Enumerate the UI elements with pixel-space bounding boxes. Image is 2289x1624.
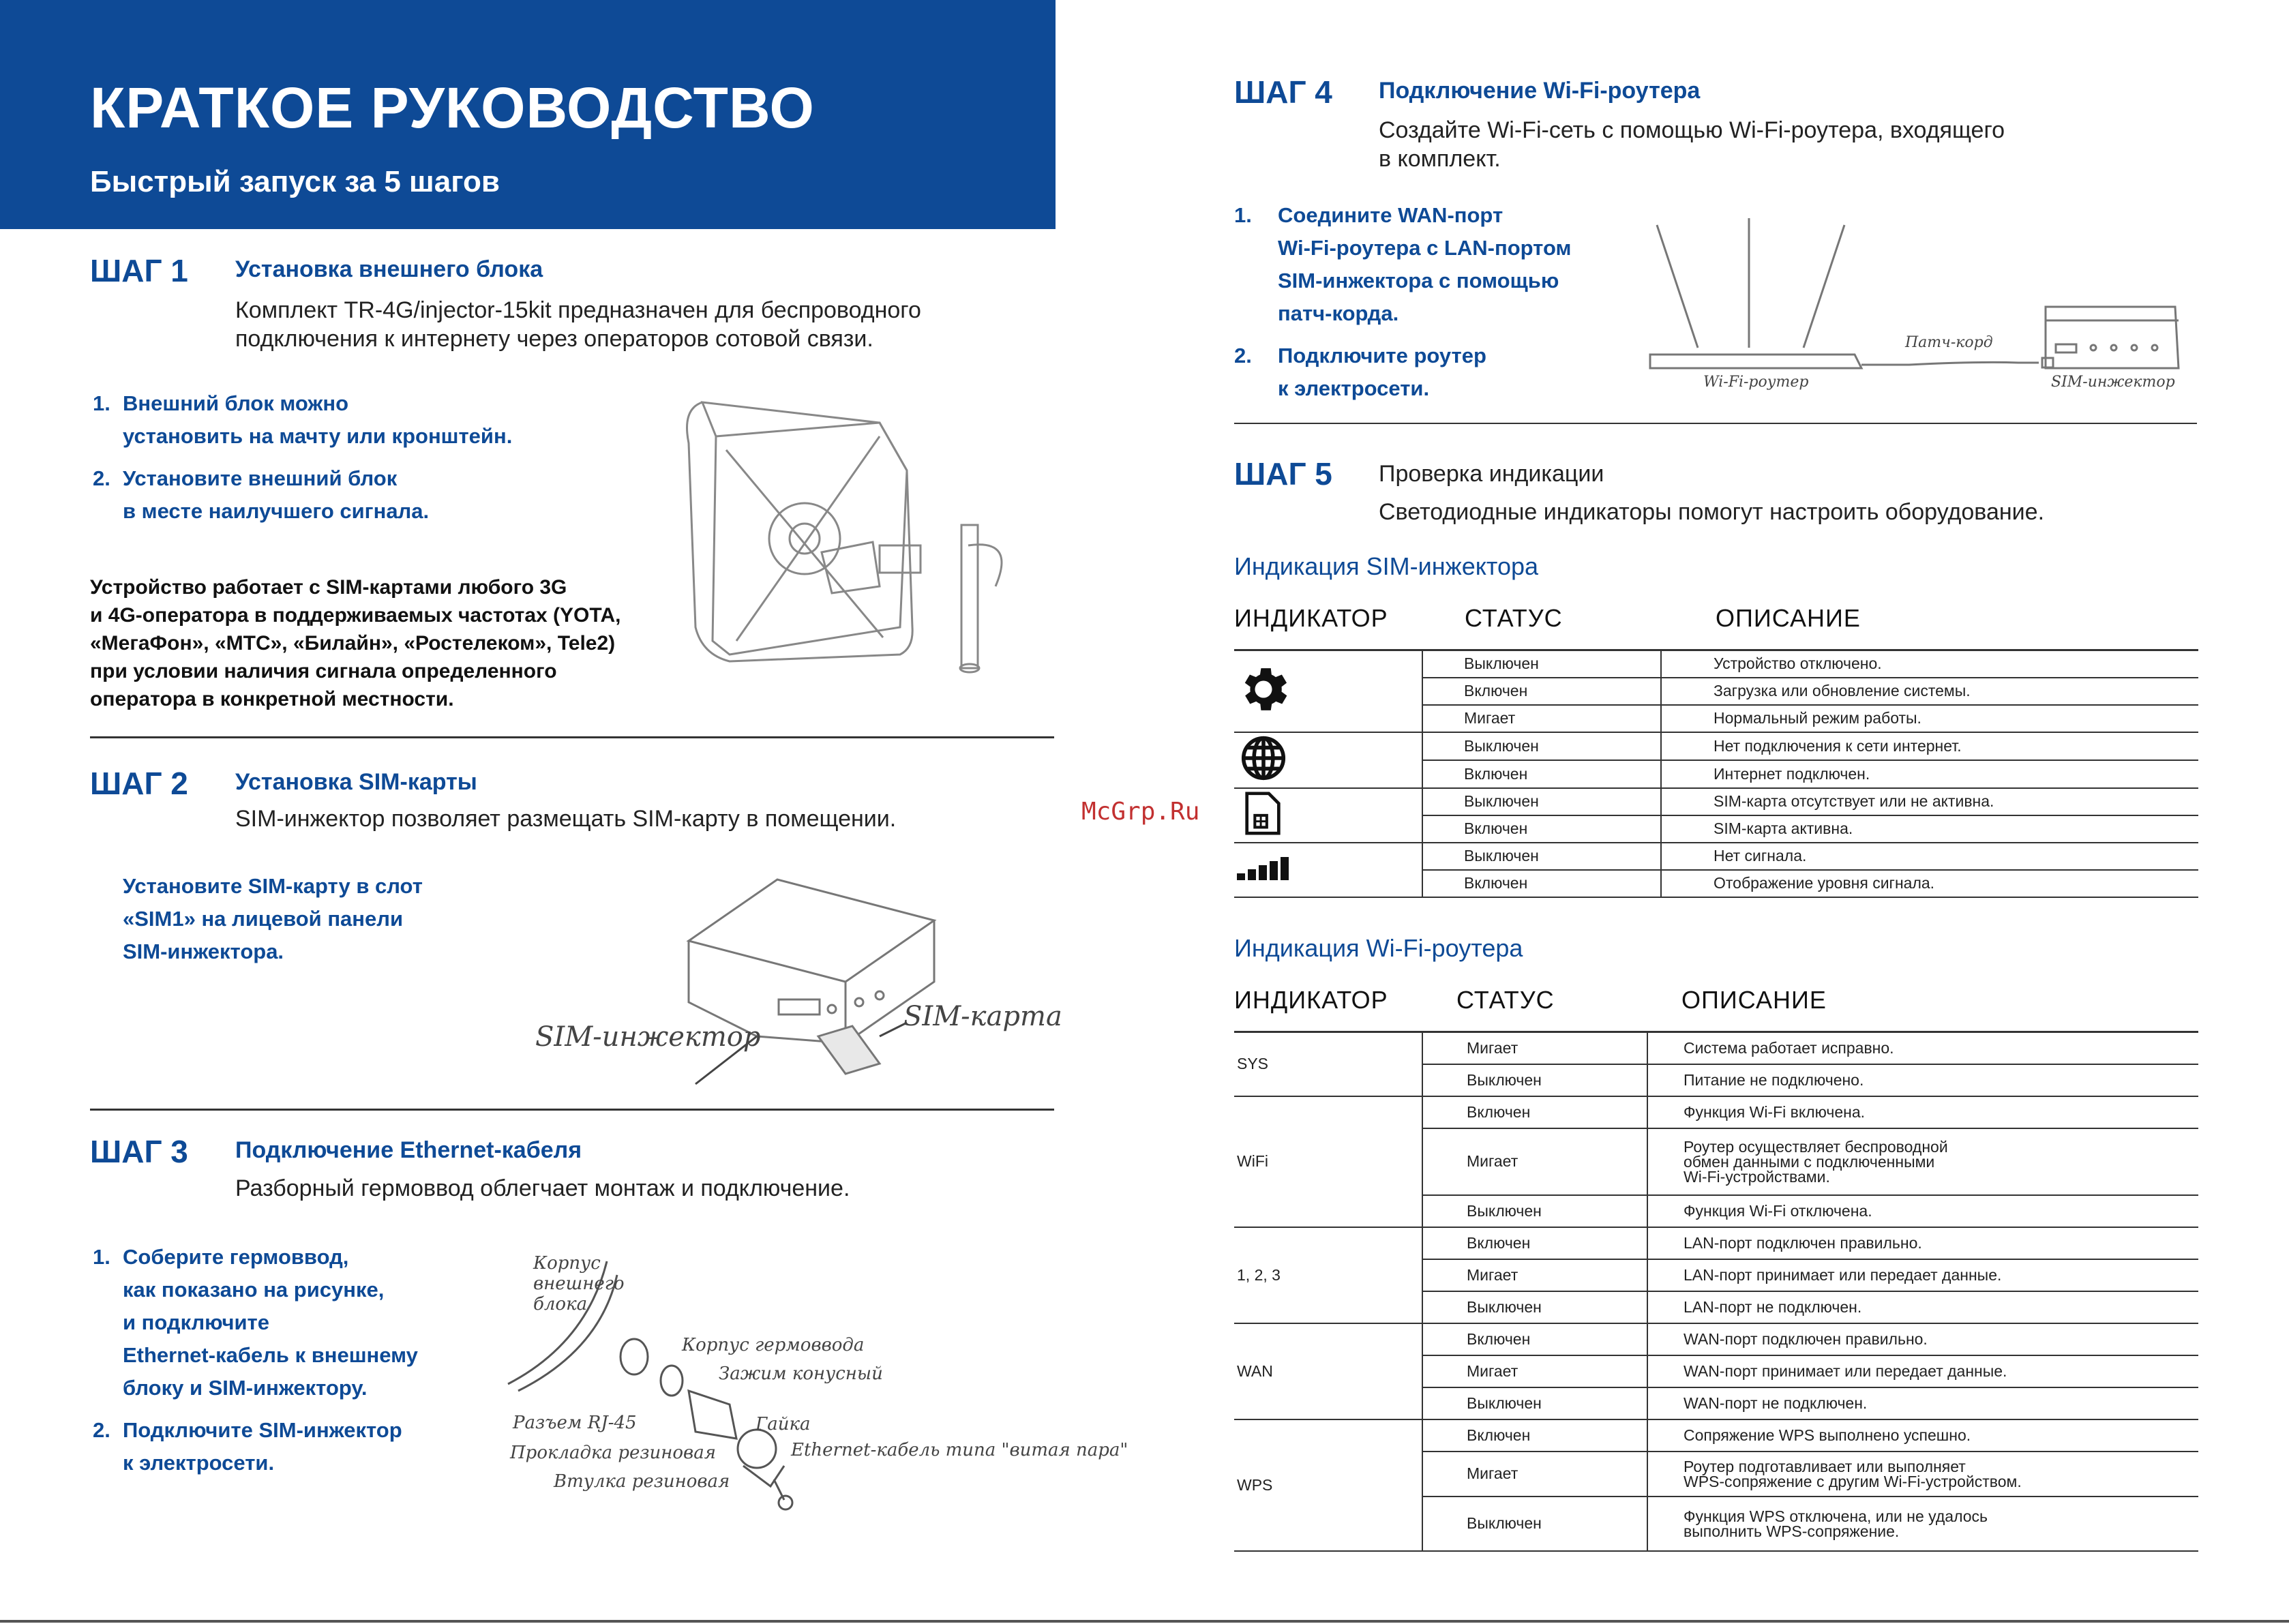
fig-label-gland: Корпус гермоввода [682, 1335, 865, 1355]
table-row: Выключен WAN-порт не подключен. [1234, 1387, 2198, 1419]
fig-label-patch: Патч-корд [1905, 334, 1993, 351]
table-row: Выключен Функция Wi-Fi отключена. [1234, 1195, 2198, 1227]
table-row: Мигает Роутер подготавливает или выполняет WPS-сопряжение с другим Wi-Fi-устройством. [1234, 1452, 2198, 1497]
globe-icon [1238, 733, 1289, 783]
table-row: Включен Загрузка или обновление системы. [1234, 678, 2198, 705]
step4-text: Создайте Wi-Fi-сеть с помощью Wi-Fi-роутера, входящего в комплект. [1379, 117, 2005, 172]
table-row: 1, 2, 3 Включен LAN-порт подключен правильно. [1234, 1227, 2198, 1259]
wifi-col-status: СТАТУС [1456, 986, 1555, 1014]
sim-injector-illustration [525, 866, 1057, 1098]
step1-text: Комплект TR-4G/injector-15kit предназначен для беспроводного подключения к интернету через операторов сотовой связи. [235, 297, 921, 352]
fig-label-housing: Корпус внешнего блока [533, 1253, 625, 1314]
fig-label-cable: Ethernet-кабель типа "витая пара" [791, 1440, 1128, 1460]
sim-indication-table [1234, 649, 2198, 898]
table-row: SYS Мигает Система работает исправно. [1234, 1032, 2198, 1064]
table-row: Выключен Функция WPS отключена, или не удалось выполнить WPS-сопряжение. [1234, 1497, 2198, 1551]
divider [90, 736, 1054, 738]
sim-col-status: СТАТУС [1465, 604, 1563, 632]
table-row: Мигает LAN-порт принимает или передает данные. [1234, 1259, 2198, 1291]
watermark: McGrp.Ru [1081, 798, 1200, 826]
list-item: 1. Соедините WAN-порт Wi-Fi-роутера с LAN-портом SIM-инжектора с помощью патч-корда. [1234, 203, 1572, 325]
table-row: Выключен Питание не подключено. [1234, 1064, 2198, 1096]
step1-note: Устройство работает с SIM-картами любого 3G и 4G-оператора в поддерживаемых частотах (YOTA, «МегаФон», «МТС», «Билайн», «Ростелеком», Tele2) при условии наличия сигнала определенного оператора в конкретной местности. [90, 576, 621, 710]
table-row: WPS Включен Сопряжение WPS выполнено успешно. [1234, 1419, 2198, 1452]
table-row: Выключен LAN-порт не подключен. [1234, 1291, 2198, 1323]
sim-card-icon [1242, 790, 1283, 837]
step1-list [93, 387, 652, 537]
list-item: 2. Установите внешний блок в месте наилучшего сигнала. [93, 466, 430, 523]
signal-indicator-cell [1234, 843, 1422, 897]
table-row: Мигает WAN-порт принимает или передает данные. [1234, 1355, 2198, 1387]
step3-text: Разборный гермоввод облегчает монтаж и подключение. [235, 1175, 850, 1201]
table-row: Выключен Нет подключения к сети интернет. [1234, 732, 2198, 760]
step5-text: Светодиодные индикаторы помогут настроить оборудование. [1379, 499, 2045, 525]
gear-indicator-cell [1234, 650, 1422, 732]
table-row: Мигает Роутер осуществляет беспроводной обмен данными с подключенными Wi-Fi-устройствами. [1234, 1128, 2198, 1195]
header-banner [0, 0, 1056, 229]
divider [90, 1109, 1054, 1111]
fig-label-nut: Гайка [755, 1414, 811, 1434]
step4-list [1234, 199, 1643, 415]
step4-title: Подключение Wi-Fi-роутера [1379, 78, 1701, 104]
step3-list [93, 1241, 529, 1489]
fig-label-clamp: Зажим конусный [719, 1364, 883, 1384]
table-row: WAN Включен WAN-порт подключен правильно. [1234, 1323, 2198, 1355]
fig-label-gasket: Прокладка резиновая [510, 1443, 716, 1463]
table-row: Включен Отображение уровня сигнала. [1234, 870, 2198, 897]
wifi-col-indicator: ИНДИКАТОР [1234, 986, 1388, 1014]
list-item: 1. Соберите гермоввод, как показано на рисунке, и подключите Ethernet-кабель к внешнему блоку и SIM-инжектору. [93, 1245, 418, 1400]
table-row: Мигает Нормальный режим работы. [1234, 705, 2198, 732]
step5-title: Проверка индикации [1379, 461, 1604, 487]
step5-label: ШАГ 5 [1234, 456, 1332, 492]
globe-indicator-cell [1234, 732, 1422, 788]
step4-label: ШАГ 4 [1234, 74, 1332, 110]
step2-title: Установка SIM-карты [235, 769, 477, 795]
page-title: КРАТКОЕ РУКОВОДСТВО [90, 76, 815, 140]
step2-label: ШАГ 2 [90, 766, 188, 801]
sim-indicator-cell [1234, 788, 1422, 843]
step2-text: SIM-инжектор позволяет размещать SIM-карту в помещении. [235, 806, 897, 832]
fig-label-injector-router: SIM-инжектор [2051, 374, 2175, 391]
fig-label-rj45: Разъем RJ-45 [513, 1413, 637, 1433]
step3-label: ШАГ 3 [90, 1134, 188, 1169]
wifi-table-heading: Индикация Wi-Fi-роутера [1234, 934, 1523, 962]
signal-bars-icon [1236, 854, 1291, 882]
sim-col-description: ОПИСАНИЕ [1716, 604, 1861, 632]
wifi-col-description: ОПИСАНИЕ [1681, 986, 1827, 1014]
table-row: Выключен SIM-карта отсутствует или не активна. [1234, 788, 2198, 815]
fig-label-sleeve: Втулка резиновая [554, 1471, 730, 1492]
fig-label-injector: SIM-инжектор [535, 1021, 761, 1053]
gear-icon [1234, 660, 1293, 719]
list-item: 1. Внешний блок можно установить на мачту или кронштейн. [93, 391, 513, 448]
table-row: Включен Интернет подключен. [1234, 760, 2198, 788]
table-row: Выключен Устройство отключено. [1234, 650, 2198, 678]
wifi-indication-table [1234, 1031, 2198, 1552]
step2-instruction: Установите SIM-карту в слот «SIM1» на лицевой панели SIM-инжектора. [123, 874, 423, 963]
table-row: Выключен Нет сигнала. [1234, 843, 2198, 870]
sim-table-heading: Индикация SIM-инжектора [1234, 552, 1539, 580]
page-subtitle: Быстрый запуск за 5 шагов [90, 165, 500, 198]
list-item: 2. Подключите роутер к электросети. [1234, 344, 1486, 400]
page-bottom-rule [0, 1620, 2289, 1623]
step1-title: Установка внешнего блока [235, 256, 543, 282]
outdoor-unit-illustration [675, 382, 1057, 695]
divider [1234, 423, 2197, 424]
step3-title: Подключение Ethernet-кабеля [235, 1137, 582, 1163]
fig-label-sim-card: SIM-карта [903, 1001, 1062, 1032]
table-row: Включен SIM-карта активна. [1234, 815, 2198, 843]
table-row: WiFi Включен Функция Wi-Fi включена. [1234, 1096, 2198, 1128]
list-item: 2. Подключите SIM-инжектор к электросети. [93, 1418, 402, 1475]
step1-label: ШАГ 1 [90, 253, 188, 288]
sim-col-indicator: ИНДИКАТОР [1234, 604, 1388, 632]
fig-label-router: Wi-Fi-роутер [1703, 374, 1809, 391]
